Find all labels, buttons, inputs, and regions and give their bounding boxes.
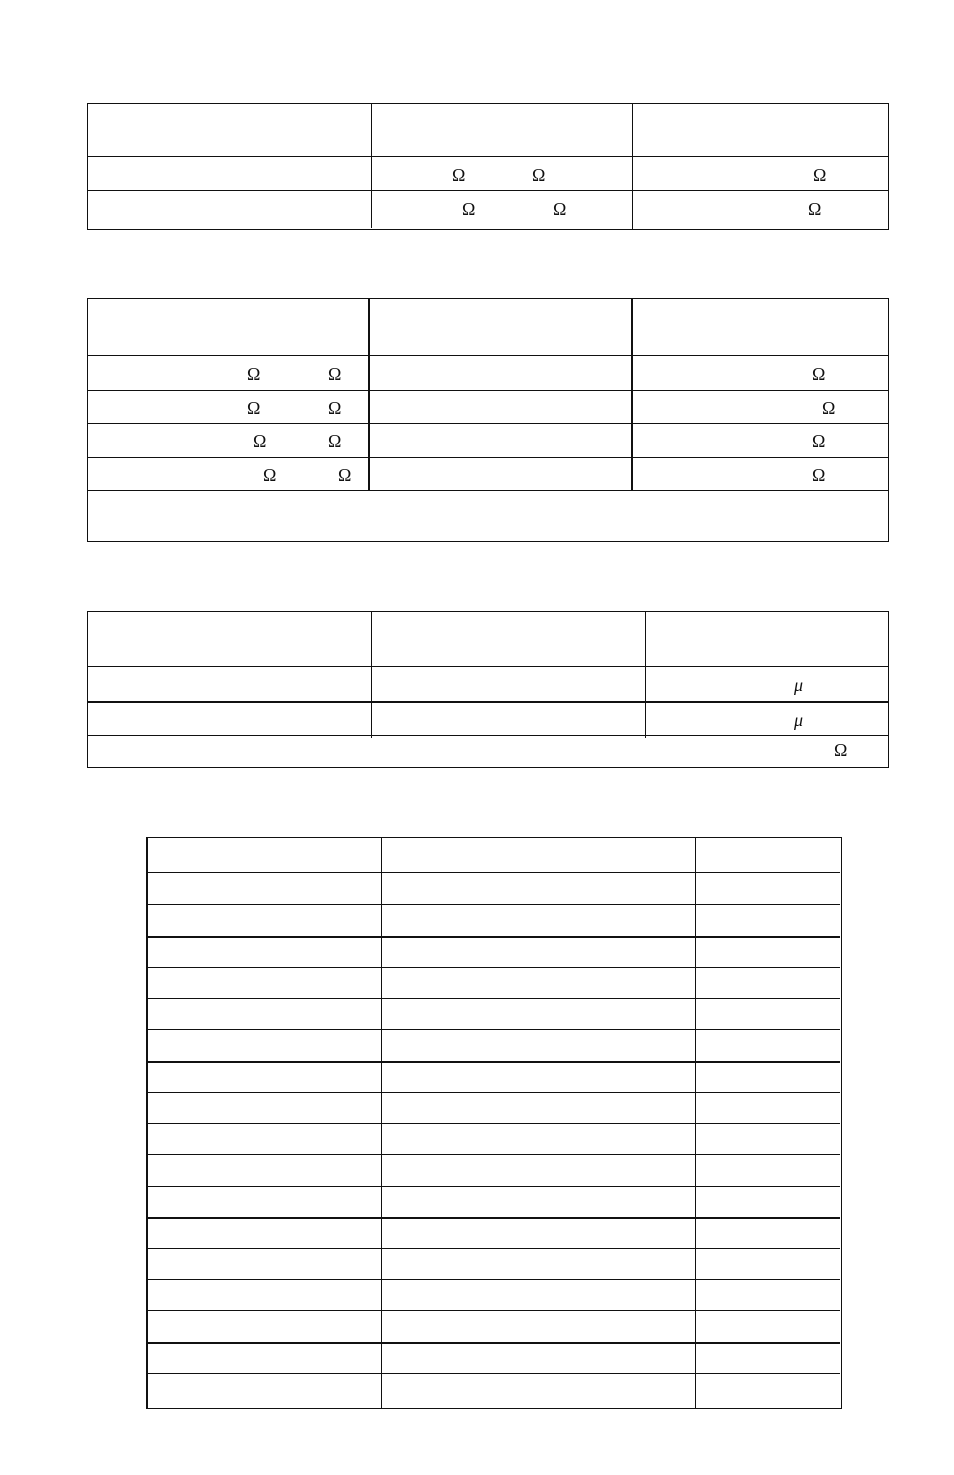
table-4-row-divider: [148, 1123, 840, 1124]
table-2-col-divider-1: [368, 299, 370, 491]
table-2-footer-divider: [88, 490, 888, 491]
ohm-symbol: Ω: [822, 398, 836, 418]
table-3-footer-divider: [88, 735, 888, 736]
ohm-symbol: Ω: [247, 364, 261, 384]
table-4-row-divider: [148, 1248, 840, 1249]
table-4-row-divider: [148, 904, 840, 905]
table-4-row-divider: [148, 1373, 840, 1374]
table-4-row-divider: [148, 1092, 840, 1093]
table-1: [87, 103, 889, 230]
table-2: [87, 298, 889, 542]
table-3-header-divider: [88, 666, 888, 667]
table-2-header-divider: [88, 355, 888, 356]
ohm-symbol: Ω: [532, 165, 546, 185]
table-1-col-divider-1: [371, 104, 372, 228]
table-4-row-divider: [148, 998, 840, 999]
ohm-symbol: Ω: [263, 465, 277, 485]
micro-symbol: μ: [794, 675, 804, 695]
table-4-row-divider: [148, 1342, 840, 1344]
table-3: [87, 611, 889, 768]
micro-symbol: μ: [794, 710, 804, 730]
ohm-symbol: Ω: [834, 740, 848, 760]
ohm-symbol: Ω: [462, 199, 476, 219]
ohm-symbol: Ω: [452, 165, 466, 185]
ohm-symbol: Ω: [553, 199, 567, 219]
ohm-symbol: Ω: [812, 431, 826, 451]
ohm-symbol: Ω: [812, 364, 826, 384]
ohm-symbol: Ω: [328, 398, 342, 418]
table-4-row-divider: [148, 872, 840, 873]
ohm-symbol: Ω: [328, 431, 342, 451]
table-4-row-divider: [148, 1310, 840, 1311]
table-4-row-divider: [148, 1217, 840, 1219]
table-4-col-divider: [381, 837, 382, 1409]
table-4-row-divider: [148, 1186, 840, 1187]
ohm-symbol: Ω: [813, 165, 827, 185]
table-4-col-divider: [695, 837, 696, 1409]
table-1-col-divider-2: [632, 104, 633, 229]
ohm-symbol: Ω: [338, 465, 352, 485]
table-3-col-divider-2: [645, 612, 646, 738]
table-2-col-divider-2: [631, 299, 633, 491]
table-4-row-divider: [148, 967, 840, 968]
table-4-row-divider: [148, 1279, 840, 1280]
table-1-row-divider: [88, 190, 888, 191]
table-4-row-divider: [148, 1154, 840, 1155]
table-2-row-divider: [88, 423, 888, 424]
ohm-symbol: Ω: [247, 398, 261, 418]
table-4-row-divider: [148, 1061, 840, 1063]
ohm-symbol: Ω: [812, 465, 826, 485]
table-2-row-divider: [88, 457, 888, 458]
ohm-symbol: Ω: [328, 364, 342, 384]
table-1-header-divider: [88, 156, 888, 157]
ohm-symbol: Ω: [253, 431, 267, 451]
table-2-row-divider: [88, 390, 888, 391]
table-4-row-divider: [148, 1029, 840, 1030]
table-3-col-divider-1: [371, 612, 372, 738]
table-4-row-divider: [148, 936, 840, 938]
ohm-symbol: Ω: [808, 199, 822, 219]
table-3-row-divider: [88, 701, 888, 703]
